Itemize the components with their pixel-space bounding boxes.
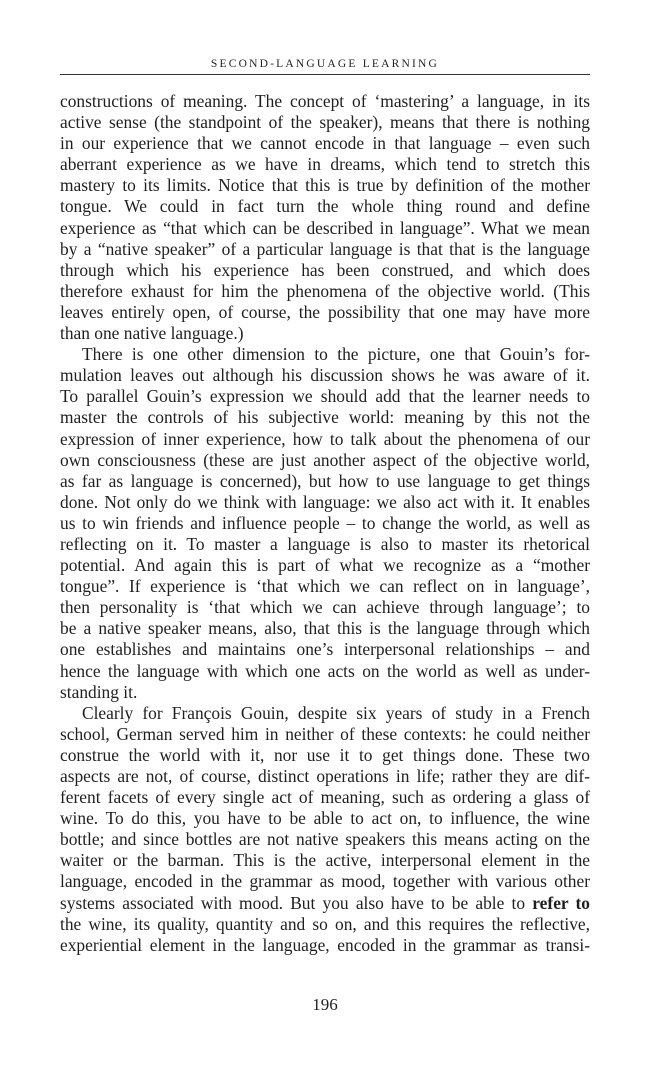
text-line: done. Not only do we think with language: we also act with it. It enables bbox=[60, 491, 590, 512]
text-line: leaves entirely open, of course, the possibility that one may have more bbox=[60, 301, 590, 322]
text-line: bottle; and since bottles are not native speakers this means acting on the bbox=[60, 829, 590, 850]
text-line: experience as “that which can be described in language”. What we mean bbox=[60, 217, 590, 238]
text-line: constructions of meaning. The concept of ‘mastering’ a language, in its bbox=[60, 91, 590, 111]
text-line: the wine, its quality, quantity and so on, and this requires the reflective, bbox=[60, 913, 590, 934]
text-line: through which his experience has been construed, and which does bbox=[60, 259, 590, 280]
text-line: reflecting on it. To master a language is also to master its rhetorical bbox=[60, 533, 590, 554]
text-line: then personality is ‘that which we can achieve through language’; to bbox=[60, 597, 590, 618]
text-line: own consciousness (these are just another aspect of the objective world, bbox=[60, 449, 590, 470]
text-line: expression of inner experience, how to talk about the phenomena of our bbox=[60, 428, 590, 449]
text-line: language, encoded in the grammar as mood, together with various other bbox=[60, 871, 590, 892]
text-line: by a “native speaker” of a particular language is that that is the language bbox=[60, 238, 590, 259]
paragraph-1 bbox=[60, 91, 590, 344]
text-line: aspects are not, of course, distinct operations in life; rather they are dif- bbox=[60, 766, 590, 786]
text-line: tongue”. If experience is ‘that which we can reflect on in language’, bbox=[60, 576, 590, 597]
text-line: Clearly for François Gouin, despite six years of study in a French bbox=[82, 702, 590, 723]
text-line: mulation leaves out although his discussion shows he was aware of it. bbox=[60, 365, 590, 386]
text-line: master the controls of his subjective world: meaning by this not the bbox=[60, 407, 590, 428]
text-line: in our experience that we cannot encode in that language – even such bbox=[60, 133, 590, 154]
text-line: active sense (the standpoint of the speaker), means that there is nothing bbox=[60, 112, 590, 133]
text-line: potential. And again this is part of what we recognize as a “mother bbox=[60, 555, 590, 576]
text-line: waiter or the barman. This is the active, interpersonal element in the bbox=[60, 850, 590, 871]
paragraph-2 bbox=[60, 344, 590, 703]
text-line: There is one other dimension to the picture, one that Gouin’s for- bbox=[82, 344, 590, 365]
body-text bbox=[60, 91, 590, 956]
text-line-with-bold bbox=[60, 893, 590, 914]
text-line: experiential element in the language, encoded in the grammar as transi- bbox=[60, 934, 590, 955]
text-line: than one native language.) bbox=[60, 323, 244, 344]
text-line: ferent facets of every single act of meaning, such as ordering a glass of bbox=[60, 787, 590, 808]
text-line: us to win friends and influence people – to change the world, as well as bbox=[60, 512, 590, 533]
text-line: mastery to its limits. Notice that this is true by definition of the mother bbox=[60, 175, 590, 196]
header-rule bbox=[60, 74, 590, 75]
text-line: aberrant experience as we have in dreams, which tend to stretch this bbox=[60, 154, 590, 175]
text-line: wine. To do this, you have to be able to act on, to influence, the wine bbox=[60, 808, 590, 829]
page-number: 196 bbox=[312, 995, 338, 1014]
running-head: SECOND-LANGUAGE LEARNING bbox=[210, 58, 440, 70]
text-run: systems associated with mood. But you also have to be able to bbox=[60, 892, 533, 913]
bold-phrase: refer to bbox=[532, 892, 591, 913]
text-line: standing it. bbox=[60, 681, 138, 702]
text-line: hence the language with which one acts on the world as well as under- bbox=[60, 660, 590, 681]
text-line: as far as language is concerned), but how to use language to get things bbox=[60, 470, 590, 491]
text-line: To parallel Gouin’s expression we should add that the learner needs to bbox=[60, 386, 590, 407]
text-line: construe the world with it, nor use it to get things done. These two bbox=[60, 744, 590, 765]
text-line: be a native speaker means, also, that this is the language through which bbox=[60, 618, 590, 639]
text-line: therefore exhaust for him the phenomena of the objective world. (This bbox=[60, 280, 590, 301]
text-line: school, German served him in neither of these contexts: he could neither bbox=[60, 723, 590, 744]
text-line: one establishes and maintains one’s interpersonal relationships – and bbox=[60, 639, 590, 660]
paragraph-3 bbox=[60, 703, 590, 956]
text-line: tongue. We could in fact turn the whole thing round and define bbox=[60, 196, 590, 217]
